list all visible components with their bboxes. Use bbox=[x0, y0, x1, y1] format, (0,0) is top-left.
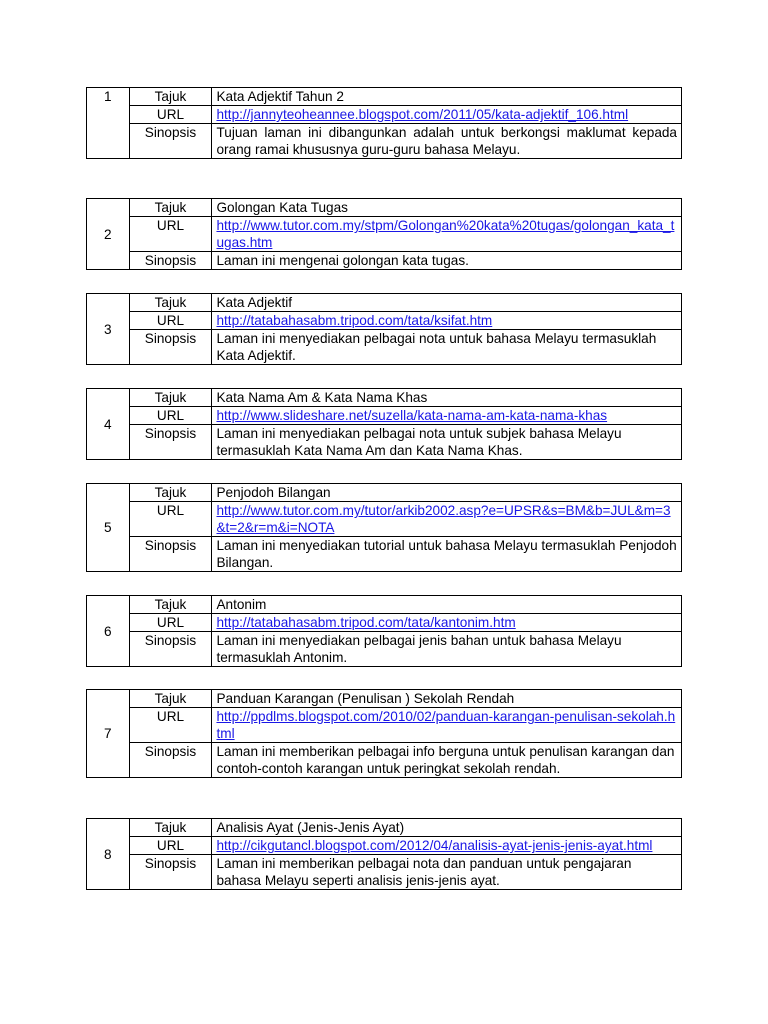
sinopsis-value: Tujuan laman ini dibangunkan adalah untuk berkongsi maklumat kepada orang ramai khususnya guru-guru bahasa Melayu. bbox=[212, 124, 682, 159]
sinopsis-label: Sinopsis bbox=[129, 124, 212, 159]
sinopsis-label: Sinopsis bbox=[129, 330, 212, 365]
tajuk-value: Panduan Karangan (Penulisan ) Sekolah Rendah bbox=[212, 690, 682, 708]
entry-table-5 bbox=[86, 483, 682, 572]
tajuk-value: Golongan Kata Tugas bbox=[212, 199, 682, 217]
url-link[interactable]: http://tatabahasabm.tripod.com/tata/kantonim.htm bbox=[216, 615, 516, 630]
sinopsis-value: Laman ini mengenai golongan kata tugas. bbox=[212, 252, 682, 270]
url-label: URL bbox=[129, 217, 212, 252]
sinopsis-label: Sinopsis bbox=[129, 855, 212, 890]
sinopsis-value: Laman ini menyediakan pelbagai jenis bahan untuk bahasa Melayu termasuklah Antonim. bbox=[212, 632, 682, 667]
sinopsis-label: Sinopsis bbox=[129, 743, 212, 778]
entry-table-4 bbox=[86, 388, 682, 460]
entry-table-3 bbox=[86, 293, 682, 365]
tajuk-value: Kata Adjektif Tahun 2 bbox=[212, 88, 682, 106]
url-link[interactable]: http://www.tutor.com.my/stpm/Golongan%20kata%20tugas/golongan_kata_tugas.htm bbox=[216, 218, 675, 250]
tajuk-label: Tajuk bbox=[129, 294, 212, 312]
url-link[interactable]: http://www.slideshare.net/suzella/kata-nama-am-kata-nama-khas bbox=[216, 408, 608, 423]
url-label: URL bbox=[129, 614, 212, 632]
tajuk-value: Analisis Ayat (Jenis-Jenis Ayat) bbox=[212, 819, 682, 837]
entry-table-1 bbox=[86, 87, 682, 159]
entry-number: 1 bbox=[87, 88, 130, 159]
url-label: URL bbox=[129, 837, 212, 855]
tajuk-label: Tajuk bbox=[129, 690, 212, 708]
entry-number: 2 bbox=[87, 199, 130, 270]
entry-number: 6 bbox=[87, 596, 130, 667]
sinopsis-value: Laman ini memberikan pelbagai info berguna untuk penulisan karangan dan contoh-contoh karangan untuk peringkat sekolah rendah. bbox=[212, 743, 682, 778]
entry-number: 8 bbox=[87, 819, 130, 890]
tajuk-label: Tajuk bbox=[129, 88, 212, 106]
entry-number: 4 bbox=[87, 389, 130, 460]
tajuk-value: Antonim bbox=[212, 596, 682, 614]
entry-table-7 bbox=[86, 689, 682, 778]
tajuk-label: Tajuk bbox=[129, 819, 212, 837]
tajuk-label: Tajuk bbox=[129, 199, 212, 217]
tajuk-value: Penjodoh Bilangan bbox=[212, 484, 682, 502]
sinopsis-value: Laman ini menyediakan tutorial untuk bahasa Melayu termasuklah Penjodoh Bilangan. bbox=[212, 537, 682, 572]
url-label: URL bbox=[129, 502, 212, 537]
sinopsis-label: Sinopsis bbox=[129, 425, 212, 460]
sinopsis-value: Laman ini memberikan pelbagai nota dan panduan untuk pengajaran bahasa Melayu seperti analisis jenis-jenis ayat. bbox=[212, 855, 682, 890]
entry-number: 5 bbox=[87, 484, 130, 572]
sinopsis-value: Laman ini menyediakan pelbagai nota untuk bahasa Melayu termasuklah Kata Adjektif. bbox=[212, 330, 682, 365]
url-link[interactable]: http://ppdlms.blogspot.com/2010/02/panduan-karangan-penulisan-sekolah.html bbox=[216, 709, 676, 741]
url-link[interactable]: http://www.tutor.com.my/tutor/arkib2002.asp?e=UPSR&s=BM&b=JUL&m=3&t=2&r=m&i=NOTA bbox=[216, 503, 671, 535]
tajuk-label: Tajuk bbox=[129, 389, 212, 407]
sinopsis-label: Sinopsis bbox=[129, 252, 212, 270]
entry-number: 3 bbox=[87, 294, 130, 365]
sinopsis-value: Laman ini menyediakan pelbagai nota untuk subjek bahasa Melayu termasuklah Kata Nama Am dan Kata Nama Khas. bbox=[212, 425, 682, 460]
url-link[interactable]: http://tatabahasabm.tripod.com/tata/ksifat.htm bbox=[216, 313, 493, 328]
sinopsis-label: Sinopsis bbox=[129, 632, 212, 667]
entry-number: 7 bbox=[87, 690, 130, 778]
tajuk-label: Tajuk bbox=[129, 596, 212, 614]
url-label: URL bbox=[129, 106, 212, 124]
tajuk-value: Kata Adjektif bbox=[212, 294, 682, 312]
entry-table-6 bbox=[86, 595, 682, 667]
sinopsis-label: Sinopsis bbox=[129, 537, 212, 572]
url-link[interactable]: http://cikgutancl.blogspot.com/2012/04/analisis-ayat-jenis-jenis-ayat.html bbox=[216, 838, 653, 853]
url-link[interactable]: http://jannyteoheannee.blogspot.com/2011/05/kata-adjektif_106.html bbox=[216, 107, 629, 122]
tajuk-value: Kata Nama Am & Kata Nama Khas bbox=[212, 389, 682, 407]
url-label: URL bbox=[129, 312, 212, 330]
url-label: URL bbox=[129, 708, 212, 743]
tajuk-label: Tajuk bbox=[129, 484, 212, 502]
url-label: URL bbox=[129, 407, 212, 425]
entry-table-8 bbox=[86, 818, 682, 890]
entry-table-2 bbox=[86, 198, 682, 270]
